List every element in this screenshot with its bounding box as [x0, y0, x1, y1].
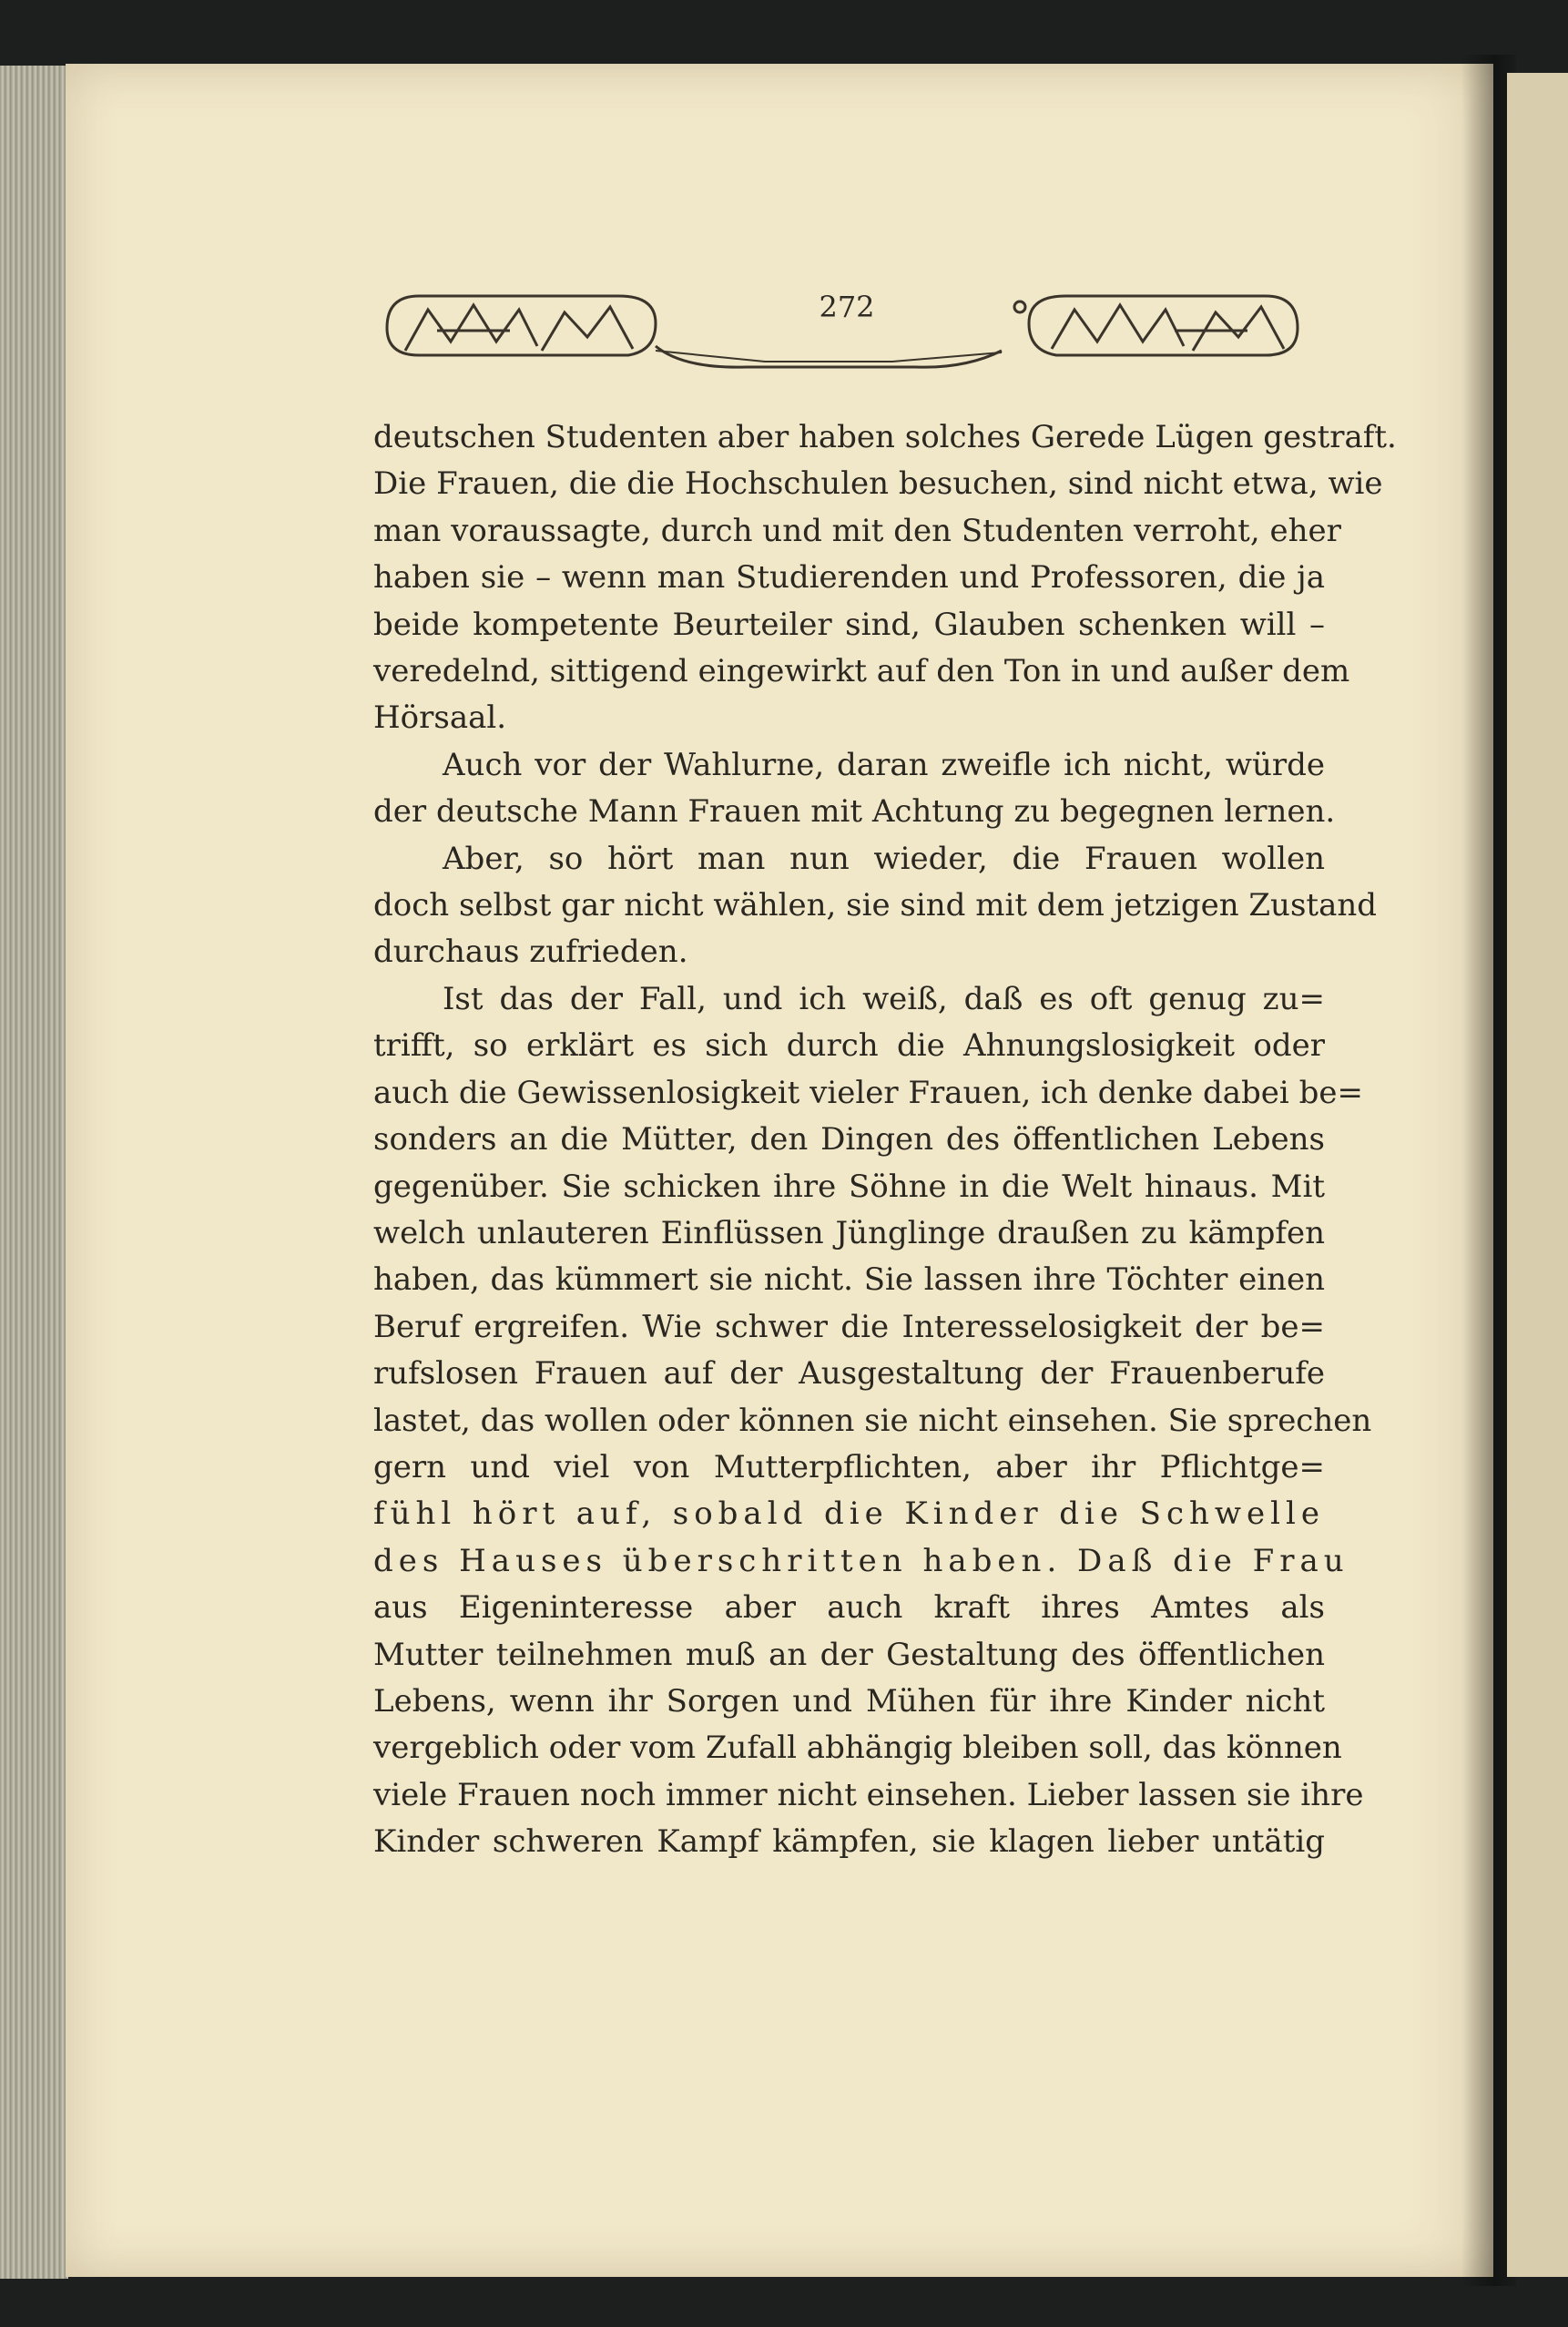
text-line-spaced: des Hauses überschritten haben. Daß die Frau — [373, 1542, 1349, 1579]
stacked-page-edges — [0, 66, 68, 2279]
text-line: Ist das der Fall, und ich weiß, daß es oft genug zu= — [443, 980, 1325, 1017]
paragraph-3 — [373, 836, 1377, 976]
text-line: haben sie – wenn man Studierenden und Professoren, die ja — [373, 559, 1325, 597]
page-number: 272 — [819, 290, 875, 324]
text-line: Die Frauen, die die Hochschulen besuchen, sind nicht etwa, wie — [373, 465, 1383, 503]
facing-page-edge — [1507, 73, 1568, 2277]
text-line: rufslosen Frauen auf der Ausgestaltung der Frauenberufe — [373, 1355, 1325, 1393]
text-line: Mutter teilnehmen muß an der Gestaltung des öffentlichen — [373, 1636, 1325, 1673]
text-line: Aber, so hört man nun wieder, die Frauen wollen — [443, 840, 1325, 877]
text-line: durchaus zufrieden. — [373, 934, 688, 971]
text-line-spaced: fühl hört auf, sobald die Kinder die Schwelle — [373, 1495, 1325, 1533]
text-line: welch unlauteren Einflüssen Jünglinge draußen zu kämpfen — [373, 1214, 1325, 1251]
text-line: gegenüber. Sie schicken ihre Söhne in die Welt hinaus. Mit — [373, 1168, 1325, 1205]
text-line: Lebens, wenn ihr Sorgen und Mühen für ihre Kinder nicht — [373, 1682, 1325, 1720]
text-line: deutschen Studenten aber haben solches Gerede Lügen gestraft. — [373, 419, 1397, 455]
paragraph-2 — [373, 742, 1336, 836]
text-line: man voraussagte, durch und mit den Studenten verroht, eher — [373, 512, 1341, 549]
text-line: der deutsche Mann Frauen mit Achtung zu begegnen lernen. — [373, 793, 1336, 831]
paragraph-1 — [373, 414, 1397, 742]
text-line: doch selbst gar nicht wählen, sie sind mit dem jetzigen Zustand — [373, 887, 1377, 924]
text-line: Beruf ergreifen. Wie schwer die Interesselosigkeit der be= — [373, 1308, 1325, 1345]
text-line: Kinder schweren Kampf kämpfen, sie klagen lieber untätig — [373, 1823, 1325, 1861]
text-line: viele Frauen noch immer nicht einsehen. Lieber lassen sie ihre — [373, 1776, 1364, 1813]
text-line: sonders an die Mütter, den Dingen des öffentlichen Lebens — [373, 1121, 1325, 1158]
text-line: aus Eigeninteresse aber auch kraft ihres Amtes als — [373, 1589, 1325, 1627]
text-line: trifft, so erklärt es sich durch die Ahnungslosigkeit oder — [373, 1027, 1325, 1065]
text-line: Auch vor der Wahlurne, daran zweifle ich nicht, würde — [443, 746, 1325, 783]
paragraph-4 — [373, 976, 1372, 1866]
text-line: haben, das kümmert sie nicht. Sie lassen ihre Töchter einen — [373, 1261, 1325, 1299]
text-line: auch die Gewissenlosigkeit vieler Frauen, ich denke dabei be= — [373, 1074, 1363, 1111]
text-line: beide kompetente Beurteiler sind, Glauben schenken will – — [373, 606, 1325, 643]
text-line: veredelnd, sittigend eingewirkt auf den Ton in und außer dem — [373, 653, 1350, 690]
text-line: vergeblich oder vom Zufall abhängig bleiben soll, das können — [373, 1730, 1342, 1767]
body-text — [373, 414, 1397, 1866]
text-line: Hörsaal. — [373, 699, 507, 737]
text-line: lastet, das wollen oder können sie nicht einsehen. Sie sprechen — [373, 1402, 1372, 1439]
text-line: gern und viel von Mutterpflichten, aber ihr Pflichtge= — [373, 1448, 1325, 1485]
